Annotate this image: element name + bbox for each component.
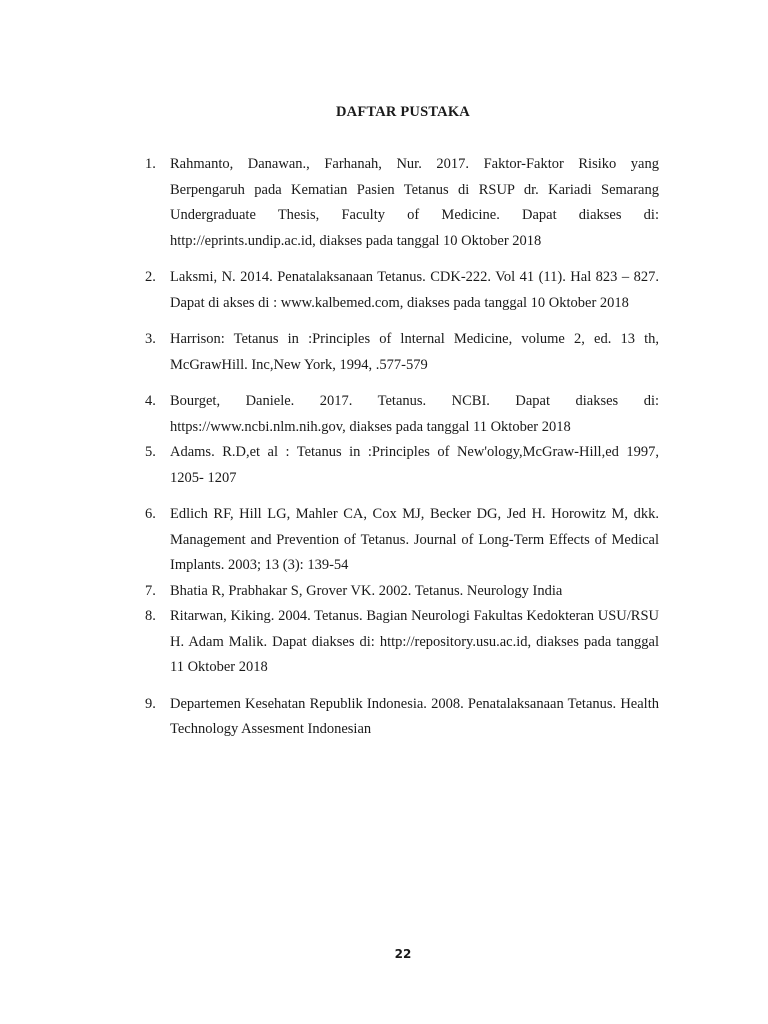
reference-item-3 <box>145 327 659 378</box>
reference-text: Departemen Kesehatan Republik Indonesia. 2008. Penatalaksanaan Tetanus. Health Technology Assesment Indonesian <box>170 695 659 737</box>
reference-text: Bhatia R, Prabhakar S, Grover VK. 2002. Tetanus. Neurology India <box>170 582 563 599</box>
reference-text: Adams. R.D,et al : Tetanus in :Principles of New'ology,McGraw-Hill,ed 1997, 1205- 1207 <box>170 444 659 486</box>
reference-item-1 <box>145 152 659 254</box>
reference-item-8 <box>145 604 659 681</box>
reference-item-5 <box>145 440 659 491</box>
page-number: 22 <box>394 947 412 961</box>
reference-number: 6. <box>145 506 156 522</box>
reference-text: Ritarwan, Kiking. 2004. Tetanus. Bagian Neurologi Fakultas Kedokteran USU/RSU H. Adam Malik. Dapat diakses di: http://repository.usu.ac.id, diakses pada tanggal 11 Oktober 2018 <box>170 608 659 675</box>
reference-item-2 <box>145 265 659 316</box>
reference-number: 3. <box>145 331 156 347</box>
reference-number: 2. <box>145 269 156 285</box>
reference-list <box>145 152 659 743</box>
reference-text: Rahmanto, Danawan., Farhanah, Nur. 2017. Faktor-Faktor Risiko yang Berpengaruh pada Kematian Pasien Tetanus di RSUP dr. Kariadi Semarang Undergraduate Thesis, Faculty of Medicine. Dapat diakses di: http://eprints.undip.ac.id, diakses pada tanggal 10 Oktober 2018 <box>170 156 659 249</box>
page-title: DAFTAR PUSTAKA <box>336 104 470 120</box>
reference-text: Bourget, Daniele. 2017. Tetanus. NCBI. Dapat diakses di: https://www.ncbi.nlm.nih.gov, diakses pada tanggal 11 Oktober 2018 <box>170 393 659 435</box>
reference-number: 7. <box>145 582 156 599</box>
reference-number: 5. <box>145 444 156 460</box>
reference-text: Laksmi, N. 2014. Penatalaksanaan Tetanus. CDK-222. Vol 41 (11). Hal 823 – 827. Dapat di akses di : www.kalbemed.com, diakses pada tanggal 10 Oktober 2018 <box>170 269 659 311</box>
reference-text: Harrison: Tetanus in :Principles of lnternal Medicine, volume 2, ed. 13 th, McGrawHill. Inc,New York, 1994, .577-579 <box>170 331 659 373</box>
reference-text: Edlich RF, Hill LG, Mahler CA, Cox MJ, Becker DG, Jed H. Horowitz M, dkk. Management and Prevention of Tetanus. Journal of Long-Term Effects of Medical Implants. 2003; 13 (3): 139-54 <box>170 506 659 573</box>
reference-number: 8. <box>145 608 156 624</box>
reference-item-9 <box>145 692 659 743</box>
reference-item-4 <box>145 389 659 440</box>
reference-item-6 <box>145 502 659 579</box>
reference-number: 9. <box>145 695 156 712</box>
reference-item-7 <box>145 579 659 605</box>
reference-number: 1. <box>145 156 156 172</box>
reference-number: 4. <box>145 393 156 409</box>
